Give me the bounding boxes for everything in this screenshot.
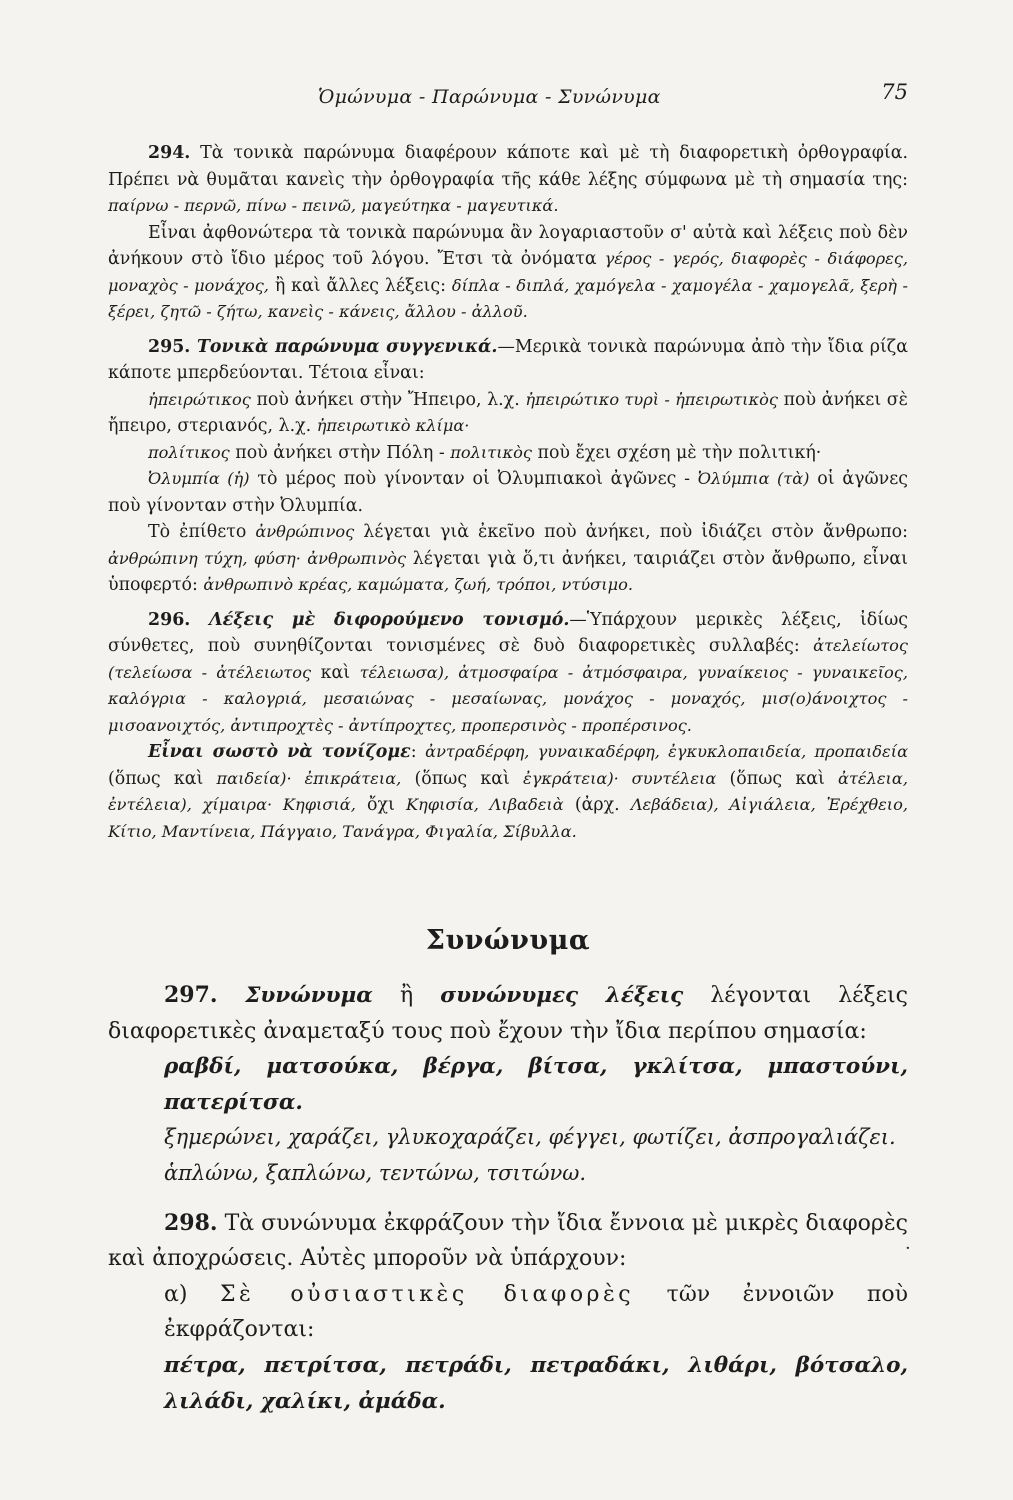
spaced-emphasis: Σὲ οὐσιαστικὲς διαφορὲς xyxy=(219,1281,635,1307)
example: ἀνθρώπινος xyxy=(255,522,355,541)
running-header xyxy=(108,80,908,116)
synonyms: ξημερώνει, χαράζει, γλυκοχαράζει, φέγγει, φωτίζει, ἀσπρογαλιάζει. xyxy=(164,1125,896,1150)
example: ἠπειρώτικο τυρὶ - ἠπειρωτικὸς xyxy=(525,389,778,409)
synonyms: ραβδί, ματσούκα, βέργα, βίτσα, γκλίτσα, μπαστούνι, πατερίτσα. xyxy=(164,1054,908,1115)
text: ποὺ ἀνήκει στὴν Ἤπειρο, λ.χ. xyxy=(250,389,526,410)
text: λέγεται γιὰ ἐκεῖνο ποὺ ἀνήκει, ποὺ ἰδιάζει στὸν ἄνθρωπο: xyxy=(354,522,908,542)
example: ἀτέλεια, ἐντέλεια), χίμαιρα· xyxy=(108,768,908,814)
paragraph-296-cont xyxy=(108,739,908,845)
text: τῶν ἐννοιῶν ποὺ ἐκφράζονται: xyxy=(164,1281,908,1343)
synonyms: πέτρα, πετρίτσα, πετράδι, πετραδάκι, λιθάρι, βότσαλο, λιλάδι, χαλίκι, ἀμάδα. xyxy=(164,1352,908,1414)
text: ποὺ ἀνήκει στὴν Πόλη - xyxy=(229,442,451,463)
synonym-list-1 xyxy=(108,1049,908,1120)
text: τὸ μέρος ποὺ γίνονταν οἱ Ὀλυμπιακοὶ ἀγῶνες - xyxy=(249,469,698,489)
example: ἀνθρωπινὸ κρέας, καμώματα, ζωή, τρόποι, ντύσιμο. xyxy=(203,575,633,594)
section-heading: Συνώνυμα xyxy=(425,925,591,956)
example: ἠπειρώτικος xyxy=(148,389,251,409)
running-title: Ὁμώνυμα - Παρώνυμα - Συνώνυμα xyxy=(318,86,661,108)
example: ἠπειρωτικὸ κλίμα· xyxy=(316,416,470,435)
text: Τὰ τονικὰ παρώνυμα διαφέρουν κάποτε καὶ μὲ τὴ διαφορετικὴ ὀρθογραφία. Πρέπει νὰ θυμᾶται κανεὶς τὴν ὀρθογραφία τῆς κάθε λέξης σύμφωνα μὲ τὴ σημασία της: xyxy=(108,143,908,190)
paragraph-number: 294. xyxy=(148,143,191,163)
page-number: 75 xyxy=(881,80,908,104)
example: τέλειωσα), ἀτμοσφαίρα - ἀτμόσφαιρα, γυναίκειος - γυναικεῖος, καλόγρια - καλογριά, μεσαιώνας - μεσαίωνας, μονάχος - μοναχός, μισ(ο)άνοιχτος - μισοανοιχτός, ἀντιπροχτὲς - ἀντίπροχτες, προπερσινὸς - προπέρσινος. xyxy=(108,662,908,735)
paragraph-295-ex1 xyxy=(108,387,908,440)
paragraph-295-ex2 xyxy=(108,440,908,467)
paragraph-296 xyxy=(108,607,908,740)
small-print-body xyxy=(108,140,908,845)
example: παίρνω - περνῶ, πίνω - πεινῶ, μαγεύτηκα - μαγευτικά. xyxy=(108,196,559,215)
synonym-list-3 xyxy=(108,1156,908,1192)
paragraph-294-cont xyxy=(108,220,908,326)
text: Τὰ συνώνυμα ἐκφράζουν τὴν ἴδια ἔννοια μὲ μικρὲς διαφορὲς καὶ ἀποχρώσεις. Αὐτὲς μποροῦν νὰ ὑπάρχουν: xyxy=(108,1210,908,1272)
example: δίπλα - διπλά, χαμόγελα - χαμογέλα - χαμογελᾶ, ξερὴ - ξέρει, ζητῶ - ζήτω, κανεὶς - κάνεις, ἄλλου - ἀλλοῦ. xyxy=(108,275,908,321)
paragraph-297 xyxy=(108,978,908,1049)
example: ἀντραδέρφη, γυναικαδέρφη, ἐγκυκλοπαιδεία, προπαιδεία xyxy=(425,742,908,761)
example: ἀνθρωπινὸς xyxy=(300,548,407,568)
text: : xyxy=(410,742,426,762)
text: ἢ καὶ ἄλλες λέξεις: xyxy=(268,275,452,296)
text: ποὺ ἔχει σχέση μὲ τὴν πολιτική· xyxy=(531,442,822,463)
example: ἀτελείωτος (τελείωσα - ἀτέλειωτος xyxy=(108,636,908,682)
text: —Ὑπάρχουν μερικὲς λέξεις, ἰδίως σύνθετες, ποὺ συνηθίζονται τονισμένες σὲ δυὸ διαφορετικὲς συλλαβές: xyxy=(108,609,908,656)
paragraph-295-ex3 xyxy=(108,466,908,519)
example: Ὀλυμπία (ἡ) xyxy=(148,469,250,488)
paragraph-title: Τονικὰ παρώνυμα συγγενικά. xyxy=(190,336,498,357)
text: καὶ xyxy=(311,662,360,683)
example: Κηφισία, Λιβαδειὰ xyxy=(405,795,564,814)
large-print-body xyxy=(108,978,908,1419)
emphasis: Εἶναι σωστὸ νὰ τονίζομε xyxy=(148,742,411,762)
paragraph-title: Λέξεις μὲ διφορούμενο τονισμό. xyxy=(190,609,570,630)
text: ποὺ ἀνήκει σὲ ἤπειρο, στεριανός, λ.χ. xyxy=(108,389,908,436)
text: λέγονται λέξεις διαφορετικὲς ἀναμεταξύ τους ποὺ ἔχουν τὴν ἴδια περίπου σημασία: xyxy=(108,983,908,1044)
example: παιδεία)· xyxy=(216,768,292,788)
example: πολιτικὸς xyxy=(450,442,532,462)
synonym-list-4 xyxy=(108,1348,908,1419)
synonyms: ἁπλώνω, ξαπλώνω, τεντώνω, τσιτώνω. xyxy=(164,1160,587,1185)
text: Εἶναι ἀφθονώτερα τὰ τονικὰ παρώνυμα ἂν λογαριαστοῦν σ' αὐτὰ καὶ λέξεις ποὺ δὲν ἀνήκουν στὸ ἴδιο μέρος τοῦ λόγου. Ἔτσι τὰ ὀνόματα xyxy=(108,222,908,269)
paragraph-number: 297. xyxy=(164,982,218,1008)
paragraph-number: 295. xyxy=(148,336,191,357)
text: (ὅπως καὶ xyxy=(716,768,839,789)
synonym-list-2 xyxy=(108,1120,908,1156)
example: Λεβάδεια), Αἰγιάλεια, Ἐρέχθειο, Κίτιο, Μαντίνεια, Πάγγαιο, Τανάγρα, Φιγαλία, Σίβυλλα. xyxy=(108,795,909,841)
paragraph-number: 296. xyxy=(148,609,191,630)
paragraph-294 xyxy=(108,140,908,220)
ink-speck: · xyxy=(905,1238,911,1259)
text: (ὅπως καὶ xyxy=(401,768,524,789)
paragraph-295-cont xyxy=(108,519,908,599)
text: ὄχι xyxy=(355,795,406,815)
text: —Μερικὰ τονικὰ παρώνυμα ἀπὸ τὴν ἴδια ρίζα κάποτε μπερδεύονται. Τέτοια εἶναι: xyxy=(108,336,908,383)
text: ἢ xyxy=(372,983,441,1008)
text: Τὸ ἐπίθετο xyxy=(148,522,256,542)
text: (ὅπως καὶ xyxy=(108,768,217,789)
example: πολίτικος xyxy=(148,442,230,462)
term: συνώνυμες λέξεις xyxy=(440,983,684,1008)
paragraph-298 xyxy=(108,1206,908,1277)
example: ἐγκράτεια)· xyxy=(523,768,619,788)
example: γέρος - γερός, διαφορὲς - διάφορες, μοναχὸς - μονάχος, xyxy=(108,249,908,295)
term: Συνώνυμα xyxy=(217,983,373,1008)
text: οἱ ἀγῶνες ποὺ γίνονταν στὴν Ὀλυμπία. xyxy=(108,469,908,516)
text: (ἀρχ. xyxy=(563,795,631,815)
paragraph-295 xyxy=(108,334,908,387)
example: ἀνθρώπινη τύχη, φύση· xyxy=(108,548,301,568)
paragraph-number: 298. xyxy=(164,1209,218,1236)
example: ἐπικράτεια, xyxy=(291,768,402,788)
example: Ὀλύμπια (τὰ) xyxy=(697,469,810,488)
example: συντέλεια xyxy=(618,768,717,788)
example: Κηφισιά, xyxy=(272,795,356,814)
point-a xyxy=(108,1277,908,1348)
text: λέγεται γιὰ ὅ,τι ἀνήκει, ταιριάζει στὸν ἄνθρωπο, εἶναι ὑποφερτό: xyxy=(108,548,908,595)
label: α) xyxy=(164,1281,220,1307)
